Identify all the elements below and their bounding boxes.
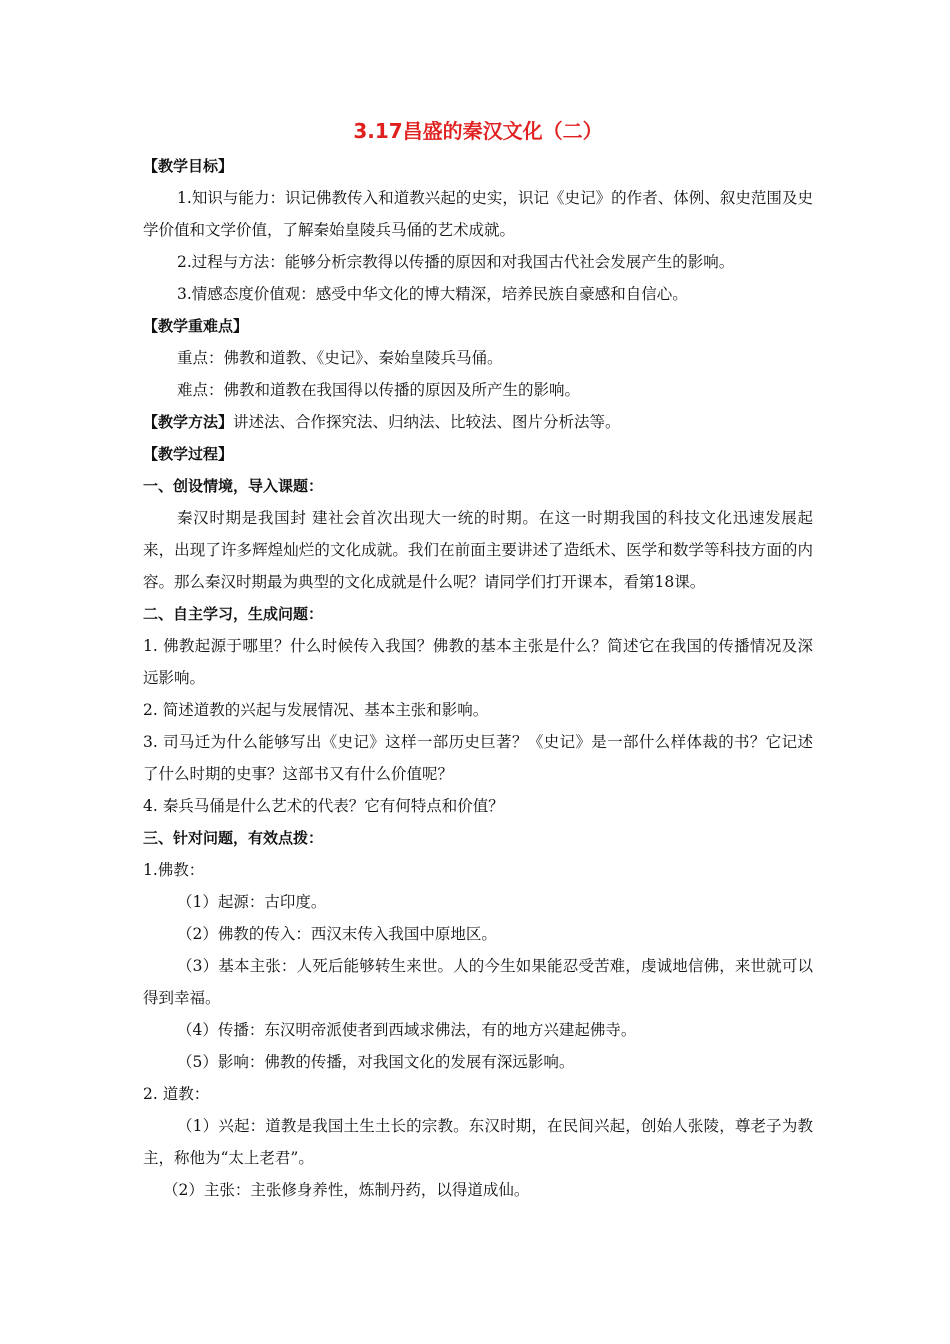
methods-text: 讲述法、合作探究法、归纳法、比较法、图片分析法等。 — [233, 413, 621, 431]
buddhism-item-1: （1）起源：古印度。 — [177, 893, 327, 911]
page-title: 3.17昌盛的秦汉文化（二） — [353, 119, 603, 143]
part3-header: 三、针对问题，有效点拨： — [143, 829, 324, 847]
goal-1: 1.知识与能力：识记佛教传入和道教兴起的史实，识记《史记》的作者、体例、叙史范围及史学价值和文学价值，了解秦始皇陵兵马俑的艺术成就。 — [143, 189, 813, 239]
part1-text: 秦汉时期是我国封 建社会首次出现大一统的时期。在这一时期我国的科技文化迅速发展起来，出现了许多辉煌灿烂的文化成就。我们在前面主要讲述了造纸术、医学和数学等科技方面的内容。那么秦汉时期最为典型的文化成就是什么呢？请同学们打开课本，看第18课。 — [143, 509, 813, 591]
buddhism-item-4: （4）传播：东汉明帝派使者到西域求佛法，有的地方兴建起佛寺。 — [177, 1021, 637, 1039]
key-points-header: 【教学重难点】 — [143, 317, 249, 335]
buddhism-item-5: （5）影响：佛教的传播，对我国文化的发展有深远影响。 — [177, 1053, 575, 1071]
buddhism-item-2: （2）佛教的传入：西汉末传入我国中原地区。 — [177, 925, 497, 943]
question-3: 3. 司马迁为什么能够写出《史记》这样一部历史巨著？《史记》是一部什么样体裁的书？它记述了什么时期的史事？这部书又有什么价值呢？ — [143, 733, 813, 783]
difficult-point: 难点：佛教和道教在我国得以传播的原因及所产生的影响。 — [177, 381, 581, 399]
goal-3: 3.情感态度价值观：感受中华文化的博大精深，培养民族自豪感和自信心。 — [177, 285, 688, 303]
methods-header: 【教学方法】 — [143, 413, 234, 431]
buddhism-heading: 1.佛教： — [143, 861, 205, 879]
question-1: 1. 佛教起源于哪里？什么时候传入我国？佛教的基本主张是什么？简述它在我国的传播情况及深远影响。 — [143, 637, 813, 687]
question-4: 4. 秦兵马俑是什么艺术的代表？它有何特点和价值？ — [143, 797, 504, 815]
document-body — [143, 118, 813, 1206]
part1-header: 一、创设情境，导入课题： — [143, 477, 324, 495]
key-point: 重点：佛教和道教、《史记》、秦始皇陵兵马俑。 — [177, 349, 503, 367]
part2-header: 二、自主学习，生成问题： — [143, 605, 324, 623]
process-header: 【教学过程】 — [143, 445, 234, 463]
goals-header: 【教学目标】 — [143, 157, 234, 175]
question-2: 2. 简述道教的兴起与发展情况、基本主张和影响。 — [143, 701, 489, 719]
goal-2: 2.过程与方法：能够分析宗教得以传播的原因和对我国古代社会发展产生的影响。 — [177, 253, 735, 271]
buddhism-item-3: （3）基本主张：人死后能够转生来世。人的今生如果能忍受苦难，虔诚地信佛，来世就可以得到幸福。 — [143, 957, 813, 1007]
taoism-item-1: （1）兴起：道教是我国土生土长的宗教。东汉时期，在民间兴起，创始人张陵，尊老子为教主，称他为“太上老君”。 — [143, 1117, 813, 1167]
taoism-item-2: （2）主张：主张修身养性，炼制丹药，以得道成仙。 — [163, 1181, 530, 1199]
taoism-heading: 2. 道教： — [143, 1085, 210, 1103]
methods-paragraph — [143, 406, 813, 438]
